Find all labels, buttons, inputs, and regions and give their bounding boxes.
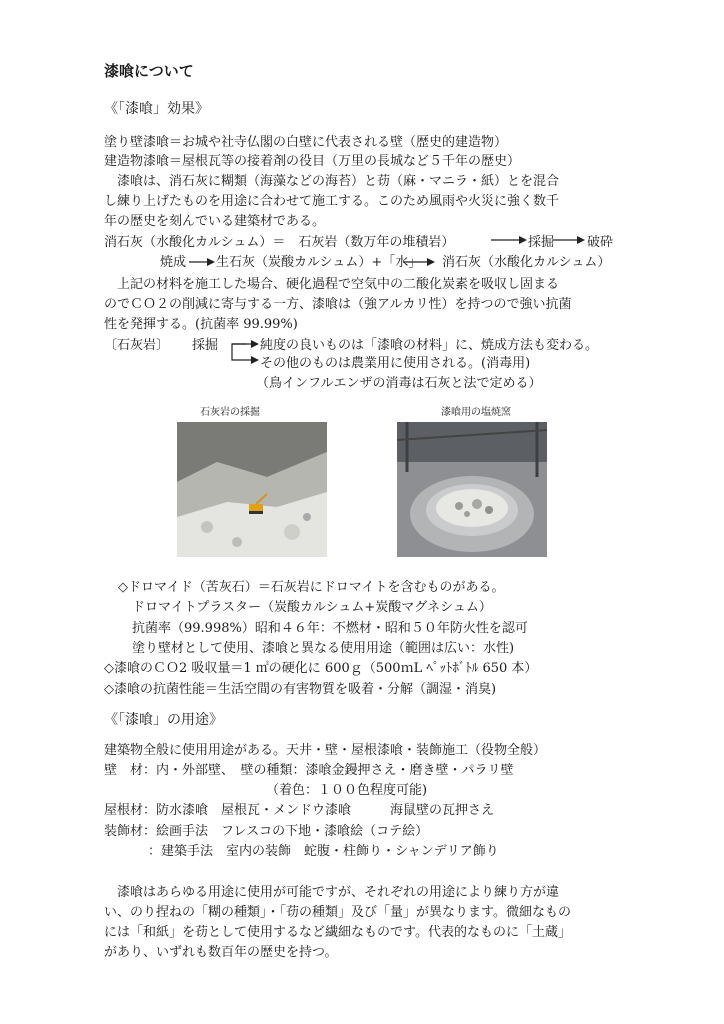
text-line: があり、いずれも数百年の歴史を持つ。 (104, 945, 338, 960)
text-line: 壁 材：内・外部壁、 壁の種類：漆喰金鏝押さえ・磨き壁・パラリ壁 (104, 763, 514, 778)
text-line: 建築物全般に使用用途がある。天井・壁・屋根漆喰・装飾施工（役物全般） (104, 743, 547, 758)
text-line: 屋根材：防水漆喰 屋根瓦・メンドウ漆喰 海鼠壁の瓦押さえ (104, 803, 495, 818)
text-line: のでＣＯ２の削減に寄与する一方、漆喰は（強アルカリ性）を持つので強い抗菌 (104, 297, 572, 312)
branch-text: 純度の良いものは「漆喰の材料」に、焼成方法も変わる。 (260, 338, 599, 353)
text-line: 性を発揮する。(抗菌率 99.99%) (104, 317, 298, 332)
text-line: 漆喰は、消石灰に糊類（海藻などの海苔）と苆（麻・マニラ・紙）とを混合 (104, 174, 560, 189)
arrow-right-icon (188, 256, 216, 268)
flow-step: 焼成 (160, 255, 187, 270)
page-title: 漆喰について (104, 62, 194, 80)
flow-step: 消石灰（水酸化カルシュム） (442, 255, 611, 270)
section-heading-effects: 《「漆喰」効果》 (104, 101, 209, 117)
flow-text: 消石灰（水酸化カルシュム）＝ 石灰岩（数万年の堆積岩） (104, 235, 455, 250)
text-line: 年の歴史を刻んでいる建築材である。 (104, 214, 326, 229)
text-line: 抗菌率（99.998%）昭和４６年：不燃材・昭和５０年防火性を認可 (132, 621, 528, 636)
branch-arrow-icon (226, 336, 260, 366)
text-line: ◇漆喰のＣＯ2 吸収量＝1 ㎡の硬化に 600ｇ（500ｍL ﾍﾟｯﾄﾎﾞﾄﾙ 650 本） (104, 661, 538, 676)
arrow-right-icon (402, 256, 436, 268)
section-heading-uses: 《「漆喰」の用途》 (104, 712, 223, 728)
text-line: 建造物漆喰＝屋根瓦等の接着剤の役目（万里の長城など５千年の歴史） (104, 154, 521, 169)
photo-caption: 漆喰用の塩焼窯 (441, 407, 511, 418)
quarry-photo (177, 422, 327, 557)
text-line: 上記の材料を施工した場合、硬化過程で空気中の二酸化炭素を吸収し固まる (104, 277, 560, 292)
text-line: 漆喰はあらゆる用途に使用が可能ですが、それぞれの用途により練り方が違 (104, 885, 560, 900)
flow-step: 破砕 (587, 235, 614, 250)
text-line: ◇ドロマイド（苦灰石）＝石灰岩にドロマイトを含むものがある。 (118, 580, 505, 595)
text-line: ：建築手法 室内の装飾 蛇腹・柱飾り・シャンデリア飾り (148, 844, 499, 859)
text-line: 装飾材：絵画手法 フレスコの下地・漆喰絵（コテ絵） (104, 824, 429, 839)
text-line: には「和紙」を苆として使用するなど繊細なものです。代表的なものに「土蔵」 (104, 925, 571, 940)
photo-caption: 石灰岩の採掘 (200, 407, 260, 418)
arrow-right-icon (552, 234, 586, 246)
text-line: し練り上げたものを用途に合わせて施工する。このため風雨や火災に強く数千 (104, 194, 560, 209)
kiln-photo (397, 422, 547, 557)
arrow-right-icon (490, 234, 528, 246)
flow-step: 生石灰（炭酸カルシュム）+「水」 (216, 255, 422, 270)
text-line: （着色：１００色程度可能) (266, 783, 428, 798)
text-line: い、のり捏ねの「糊の種類」・「苆の種類」及び「量」が異なります。微細なもの (104, 905, 571, 920)
flow-step: 採掘 (528, 235, 555, 250)
text-line: 塗り壁漆喰＝お城や社寺仏閣の白壁に代表される壁（歴史的建造物） (104, 135, 508, 150)
branch-text: （鳥インフルエンザの消毒は石灰と法で定める） (256, 376, 542, 391)
text-line: 塗り壁材として使用、漆喰と異なる使用用途（範囲は広い：水性) (132, 641, 515, 656)
branch-text: その他のものは農業用に使用される。(消毒用) (260, 356, 531, 371)
text-line: ◇漆喰の抗菌性能＝生活空間の有害物質を吸着・分解（調湿・消臭) (104, 682, 497, 697)
branch-label: 〔石灰岩〕 (104, 338, 170, 353)
text-line: ドロマイトプラスター（炭酸カルシュム+炭酸マグネシュム） (132, 600, 492, 615)
branch-mine: 採掘 (192, 338, 219, 353)
